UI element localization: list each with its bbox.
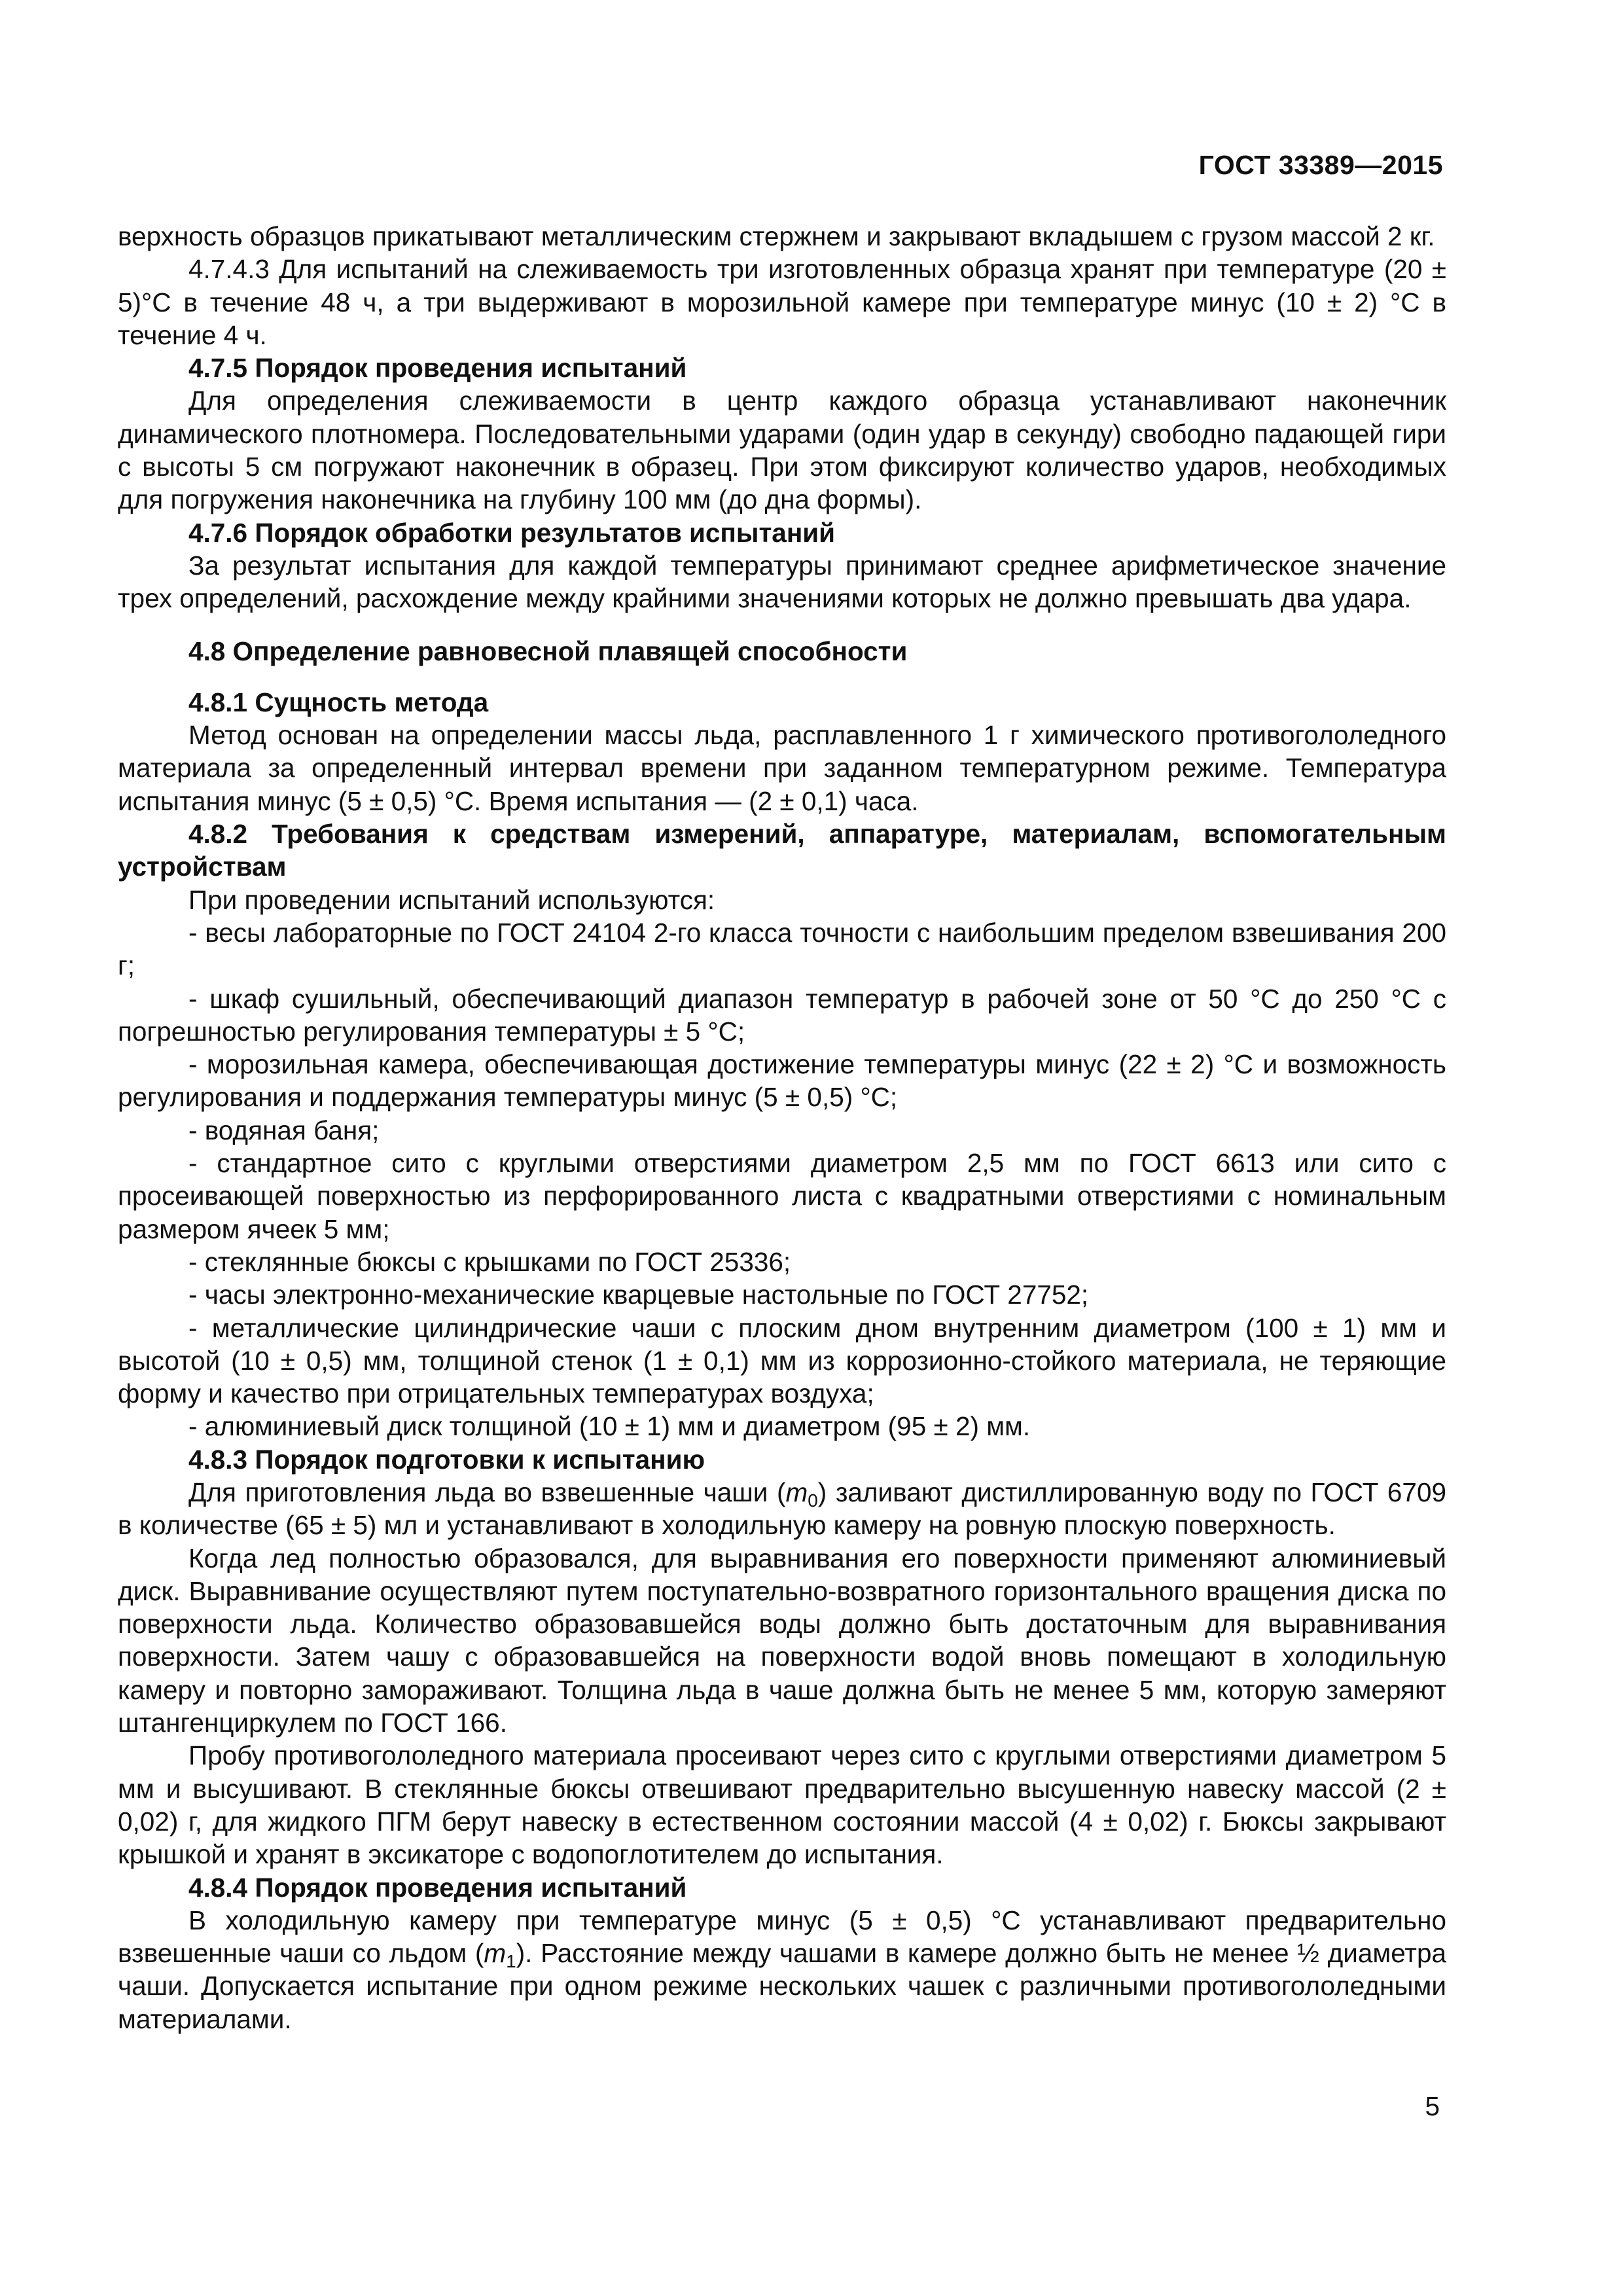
list-item: - морозильная камера, обеспечивающая достижение температуры минус (22 ± 2) °С и возможность регулирования и поддержания температуры минус (5 ± 0,5) °С;	[118, 1049, 1446, 1113]
mass-symbol-m1: $m_1$	[484, 1938, 516, 1972]
subsection-heading: 4.8.3 Порядок подготовки к испытанию	[188, 1444, 705, 1475]
list-item: - стандартное сито с круглыми отверстиями диаметром 2,5 мм по ГОСТ 6613 или сито с просеивающей поверхностью из перфорированного листа с квадратными отверстиями с номинальным размером ячеек 5 мм;	[118, 1148, 1446, 1244]
subsection-heading: 4.7.6 Порядок обработки результатов испытаний	[188, 517, 836, 548]
paragraph: Когда лед полностью образовался, для выравнивания его поверхности применяют алюминиевый диск. Выравнивание осуществляют путем поступательно-возвратного горизонтального вращения диска по поверхности льда. Количество образовавшейся воды должно быть достаточным для выравнивания поверхности. Затем чашу с образовавшейся на поверхности водой вновь помещают в холодильную камеру и повторно замораживают. Толщина льда в чаше должна быть не менее 5 мм, которую замеряют штангенциркулем по ГОСТ 166.	[118, 1543, 1446, 1738]
subsection-heading: 4.8.4 Порядок проведения испытаний	[188, 1872, 687, 1903]
paragraph: Для определения слеживаемости в центр каждого образца устанавливают наконечник динамического плотномера. Последовательными ударами (один удар в секунду) свободно падающей гири с высоты 5 см погружают наконечник в образец. При этом фиксируют количество ударов, необходимых для погружения наконечника на глубину 100 мм (до дна формы).	[118, 386, 1446, 515]
list-item: - водяная баня;	[188, 1115, 380, 1145]
list-item: - шкаф сушильный, обеспечивающий диапазон температур в рабочей зоне от 50 °С до 250 °С с погрешностью регулирования температуры ± 5 °С;	[118, 983, 1446, 1047]
paragraph-text: ). Расстояние между чашами в камере должно быть не менее ½ диаметра чаши. Допускается испытание при одном режиме нескольких чашек с различными противогололедными материалами.	[118, 1938, 1446, 2034]
list-item: - стеклянные бюксы с крышками по ГОСТ 25336;	[188, 1246, 791, 1277]
paragraph-text: Для приготовления льда во взвешенные чаши (	[188, 1477, 786, 1507]
paragraph-text: ) заливают дистиллированную воду по ГОСТ 6709 в количестве (65 ± 5) мл и устанавливают в холодильную камеру на ровную плоскую поверхность.	[118, 1477, 1446, 1541]
paragraph: верхность образцов прикатывают металлическим стержнем и закрывают вкладышем с грузом массой 2 кг.	[118, 221, 1435, 251]
paragraph-text: В холодильную камеру при температуре минус (5 ± 0,5) °С устанавливают предварительно взвешенные чаши со льдом (	[118, 1905, 1446, 1969]
paragraph: Метод основан на определении массы льда, расплавленного 1 г химического противогололедного материала за определенный интервал времени при заданном температурном режиме. Температура испытания минус (5 ± 0,5) °С. Время испытания — (2 ± 0,1) часа.	[118, 720, 1446, 816]
subsection-heading: 4.7.5 Порядок проведения испытаний	[188, 353, 687, 384]
document-body	[118, 220, 1446, 2036]
paragraph: За результат испытания для каждой температуры принимают среднее арифметическое значение трех определений, расхождение между крайними значениями которых не должно превышать два удара.	[118, 550, 1446, 614]
subsection-heading: 4.8.1 Сущность метода	[188, 687, 489, 717]
list-item: - часы электронно-механические кварцевые настольные по ГОСТ 27752;	[188, 1280, 1089, 1310]
list-item: - алюминиевый диск толщиной (10 ± 1) мм и диаметром (95 ± 2) мм.	[188, 1411, 1031, 1442]
list-item: - весы лабораторные по ГОСТ 24104 2-го класса точности с наибольшим пределом взвешивания 200 г;	[118, 917, 1446, 981]
paragraph	[118, 1476, 1446, 1542]
subsection-heading: 4.8.2 Требования к средствам измерений, аппаратуре, материалам, вспомогательным устройствам	[118, 819, 1446, 882]
section-heading: 4.8 Определение равновесной плавящей способности	[188, 636, 908, 666]
list-item: - металлические цилиндрические чаши с плоским дном внутренним диаметром (100 ± 1) мм и высотой (10 ± 0,5) мм, толщиной стенок (1 ± 0,1) мм из коррозионно-стойкого материала, не теряющие форму и качество при отрицательных температурах воздуха;	[118, 1312, 1446, 1409]
page-number: 5	[1425, 2091, 1440, 2121]
paragraph: Пробу противогололедного материала просеивают через сито с круглыми отверстиями диаметром 5 мм и высушивают. В стеклянные бюксы отвешивают предварительно высушенную навеску массой (2 ± 0,02) г, для жидкого ПГМ берут навеску в естественном состоянии массой (4 ± 0,02) г. Бюксы закрывают крышкой и хранят в эксикаторе с водопоглотителем до испытания.	[118, 1740, 1446, 1870]
document-code-header: ГОСТ 33389—2015	[1198, 150, 1443, 180]
mass-symbol-m0: $m_0$	[785, 1477, 818, 1511]
paragraph: При проведении испытаний используются:	[188, 884, 715, 915]
paragraph	[118, 1904, 1446, 2036]
paragraph: 4.7.4.3 Для испытаний на слеживаемость три изготовленных образца хранят при температуре (20 ± 5)°С в течение 48 ч, а три выдерживают в морозильной камере при температуре минус (10 ± 2) °С в течение 4 ч.	[118, 254, 1446, 350]
